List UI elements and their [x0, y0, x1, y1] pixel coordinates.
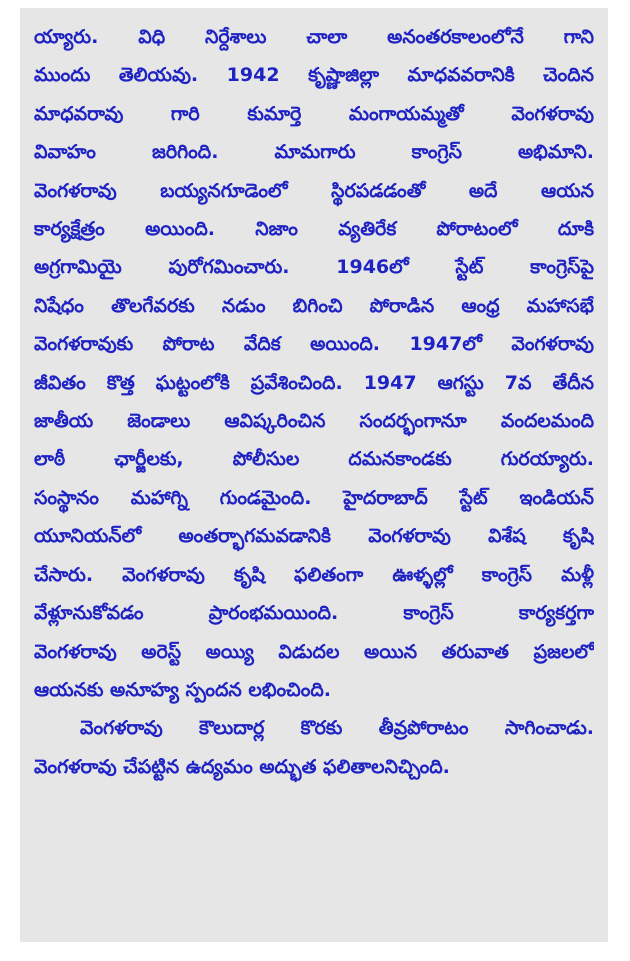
document-page [20, 8, 608, 942]
text-line: వెంగళరావు అరెస్ట్ అయ్యి విడుదల అయిన తరువాత ప్రజలలో [34, 640, 594, 663]
text-line: వెంగళరావు కౌలుదార్ల కొరకు తీవ్రపోరాటం సాగించాడు. [80, 717, 594, 740]
text-line: వివాహం జరిగింది. మామగారు కాంగ్రెస్ అభిమాని. [34, 141, 594, 164]
text-line: చేసారు. వెంగళరావు కృషి ఫలితంగా ఊళ్ళల్లో కాంగ్రెస్ మళ్లీ [34, 563, 594, 586]
text-line: వెంగళరావుకు పోరాట వేదిక అయింది. 1947లో వెంగళరావు [34, 333, 594, 356]
text-line: అగ్రగామియై పురోగమించారు. 1946లో స్టేట్ కాంగ్రెస్‌పై [34, 256, 594, 279]
paragraph-2 [34, 709, 594, 786]
text-line: వేళ్లూనుకోవడం ప్రారంభమయింది. కాంగ్రెస్ కార్యకర్తగా [34, 602, 594, 625]
text-line: లాఠీ ఛార్జీలకు, పోలీసుల దమనకాండకు గురయ్యారు. [34, 448, 594, 471]
text-line: జాతీయ జెండాలు ఆవిష్కరించిన సందర్భంగానూ వందలమంది [34, 410, 594, 433]
text-line: య్యారు. విధి నిర్దేశాలు చాలా అనంతరకాలంలోనే గాని [34, 26, 594, 48]
text-line: వెంగళరావు బయ్యనగూడెంలో స్థిరపడడంతో అదే ఆయన [34, 179, 594, 202]
text-line: నిషేధం తొలగేవరకు నడుం బిగించి పోరాడిన ఆంధ్ర మహాసభే [34, 294, 594, 317]
paragraph-1 [34, 18, 594, 709]
text-line: మాధవరావు గారి కుమార్తె మంగాయమ్మతో వెంగళరావు [34, 102, 594, 125]
text-line: వెంగళరావు చేపట్టిన ఉద్యమం అద్భుత ఫలితాలనిచ్చింది. [34, 755, 450, 778]
text-line: ఆయనకు అనూహ్య స్పందన లభించింది. [34, 678, 331, 701]
text-line: యూనియన్‌లో అంతర్భాగమవడానికి వెంగళరావు విశేష కృషి [34, 525, 594, 548]
text-line: కార్యక్షేత్రం అయింది. నిజాం వ్యతిరేక పోరాటంలో దూకి [34, 218, 594, 241]
text-line: జీవితం కొత్త ఘట్టంలోకి ప్రవేశించింది. 1947 ఆగస్టు 7వ తేదీన [34, 371, 594, 394]
text-line: సంస్థానం మహాగ్ని గుండమైంది. హైదరాబాద్ స్టేట్ ఇండియన్ [34, 486, 594, 509]
text-line: ముందు తెలియవు. 1942 కృష్ణాజిల్లా మాధవవరానికి చెందిన [34, 64, 594, 87]
